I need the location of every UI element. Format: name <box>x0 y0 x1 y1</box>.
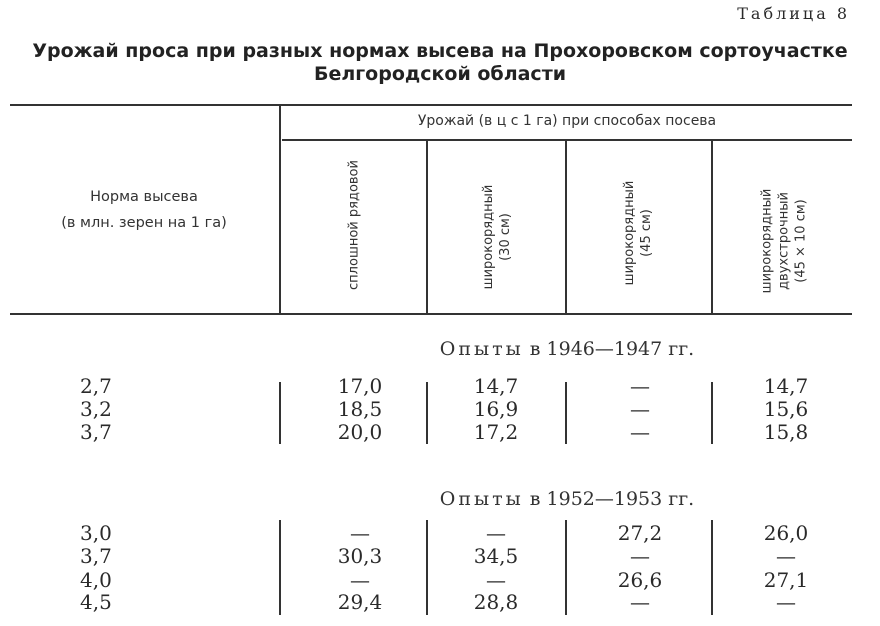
header-top-rule <box>10 104 852 106</box>
column-header-4-line-1: широкорядный <box>759 188 775 294</box>
yield-cell: 14,7 <box>473 374 519 398</box>
yield-cell: 17,0 <box>337 374 383 398</box>
section-title-2 <box>282 488 852 510</box>
yield-cell: — <box>630 590 650 614</box>
section-title-2-rest: в 1952—1953 гг. <box>523 488 695 510</box>
body-divider-stub-s1 <box>279 382 281 444</box>
section-title-1-rest: в 1946—1947 гг. <box>523 338 695 360</box>
yield-cell: 28,8 <box>473 590 519 614</box>
column-header-3-line-2: (45 см) <box>639 209 654 257</box>
seed-rate-cell: 3,2 <box>80 397 112 421</box>
yield-cell: — <box>776 590 796 614</box>
stub-header-line-2: (в млн. зерен на 1 га) <box>61 215 227 231</box>
body-divider-3-s1 <box>711 382 713 444</box>
yield-cell: 15,6 <box>763 397 809 421</box>
table-title-line-2: Белгородской области <box>313 63 567 85</box>
section-title-1-word: Опыты <box>439 338 524 360</box>
yield-cell: 27,2 <box>617 521 663 545</box>
section-title-1 <box>282 338 852 360</box>
group-header: Урожай (в ц с 1 га) при способах посева <box>417 113 717 129</box>
yield-cell: 26,6 <box>617 568 663 592</box>
section-title-2-word: Опыты <box>439 488 524 510</box>
yield-cell: — <box>630 420 650 444</box>
seed-rate-cell: 4,5 <box>80 590 112 614</box>
yield-cell: 34,5 <box>473 544 519 568</box>
column-header-2-line-2: (30 см) <box>498 213 513 261</box>
body-divider-2-s1 <box>565 382 567 444</box>
table-number: Таблица 8 <box>737 4 850 23</box>
yield-cell: — <box>350 521 370 545</box>
seed-rate-cell: 3,0 <box>80 521 112 545</box>
header-divider-2 <box>565 141 567 313</box>
column-header-4-line-2: двухстрочный <box>776 192 792 290</box>
column-header-2-line-1: широкорядный <box>481 184 496 290</box>
table-title-line-1: Урожай проса при разных нормах высева на Прохоровском сортоучастке <box>32 40 848 62</box>
column-header-2 <box>480 185 514 290</box>
yield-cell: 16,9 <box>473 397 519 421</box>
stub-header <box>10 184 278 236</box>
yield-cell: 17,2 <box>473 420 519 444</box>
yield-cell: — <box>630 397 650 421</box>
header-divider-1 <box>426 141 428 313</box>
column-header-3 <box>621 181 655 286</box>
body-divider-1-s2 <box>426 520 428 615</box>
yield-cell: — <box>776 544 796 568</box>
header-bottom-rule <box>10 313 852 315</box>
yield-cell: 27,1 <box>763 568 809 592</box>
column-header-1 <box>346 160 363 290</box>
yield-cell: — <box>486 568 506 592</box>
stub-header-line-1: Норма высева <box>90 189 198 205</box>
yield-cell: 29,4 <box>337 590 383 614</box>
yield-cell: — <box>630 544 650 568</box>
body-divider-stub-s2 <box>279 520 281 615</box>
group-header-rule <box>282 139 852 141</box>
header-divider-3 <box>711 141 713 313</box>
yield-cell: — <box>350 568 370 592</box>
yield-cell: 30,3 <box>337 544 383 568</box>
yield-cell: 15,8 <box>763 420 809 444</box>
yield-cell: 14,7 <box>763 374 809 398</box>
seed-rate-cell: 2,7 <box>80 374 112 398</box>
yield-cell: 18,5 <box>337 397 383 421</box>
body-divider-1-s1 <box>426 382 428 444</box>
seed-rate-cell: 3,7 <box>80 544 112 568</box>
column-header-4 <box>759 189 810 294</box>
body-divider-2-s2 <box>565 520 567 615</box>
seed-rate-cell: 4,0 <box>80 568 112 592</box>
seed-rate-cell: 3,7 <box>80 420 112 444</box>
yield-cell: 26,0 <box>763 521 809 545</box>
column-header-3-line-1: широкорядный <box>622 180 637 286</box>
header-divider-stub <box>279 106 281 313</box>
yield-cell: — <box>486 521 506 545</box>
body-divider-3-s2 <box>711 520 713 615</box>
column-header-4-line-3: (45 × 10 см) <box>793 199 809 283</box>
yield-cell: — <box>630 374 650 398</box>
yield-cell: 20,0 <box>337 420 383 444</box>
column-header-1-line-1: сплошной рядовой <box>346 160 362 290</box>
